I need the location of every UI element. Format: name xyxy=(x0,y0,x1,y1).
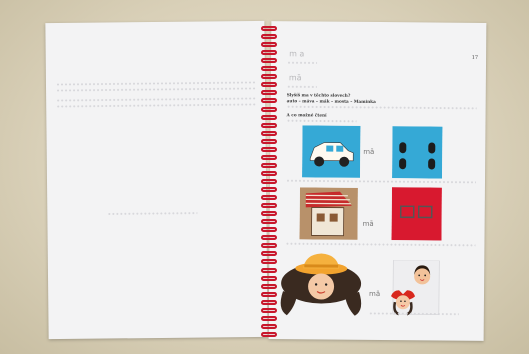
binding-ring xyxy=(261,219,277,224)
car-picture xyxy=(302,125,360,178)
binding-ring xyxy=(261,308,277,313)
heading-syllable: mā xyxy=(288,73,302,83)
binding-ring xyxy=(261,123,277,128)
syllable-label: mā xyxy=(368,289,381,299)
binding-ring xyxy=(261,332,277,337)
binding-ring xyxy=(261,50,277,55)
binding-ring xyxy=(261,115,277,120)
binding-ring xyxy=(261,82,277,87)
braille-line xyxy=(56,97,256,102)
binding-ring xyxy=(261,259,277,264)
binding-ring xyxy=(261,90,277,95)
binding-ring xyxy=(261,98,277,103)
braille-line xyxy=(287,105,477,110)
binding-ring xyxy=(261,187,277,192)
binding-ring xyxy=(261,163,277,168)
binding-ring xyxy=(261,292,277,297)
braille-line xyxy=(287,61,317,64)
binding-ring xyxy=(261,171,277,176)
heading-letters: m a xyxy=(289,49,305,59)
binding-ring xyxy=(261,131,277,136)
question-text: Slyšíš ma v těchto slovech? xyxy=(286,92,351,98)
braille-line xyxy=(287,85,317,88)
braille-line xyxy=(56,87,256,92)
braille-line xyxy=(286,179,476,184)
binding-ring xyxy=(261,66,277,71)
spiral-binding xyxy=(259,22,279,340)
binding-ring xyxy=(261,195,277,200)
binding-ring xyxy=(261,179,277,184)
binding-ring xyxy=(261,243,277,248)
binding-ring xyxy=(261,284,277,289)
binding-ring xyxy=(261,316,277,321)
braille-line xyxy=(287,119,357,123)
windows-picture xyxy=(391,187,441,240)
binding-ring xyxy=(261,211,277,216)
braille-line xyxy=(369,312,459,316)
binding-ring xyxy=(261,58,277,63)
braille-line xyxy=(107,212,197,216)
binding-ring xyxy=(261,26,277,31)
syllable-label: mā xyxy=(363,147,375,156)
binding-ring xyxy=(261,324,277,329)
binding-ring xyxy=(261,139,277,144)
words-text: auto – máva – mák – mosta – Maminka xyxy=(286,98,376,104)
prompt-text: A co možné čtení xyxy=(286,112,327,118)
binding-ring xyxy=(261,235,277,240)
boy-girl-picture xyxy=(387,260,444,318)
braille-line xyxy=(56,81,256,86)
binding-ring xyxy=(261,276,277,281)
braille-line xyxy=(56,103,256,108)
right-page xyxy=(269,21,487,341)
binding-ring xyxy=(261,42,277,47)
binding-ring xyxy=(261,74,277,79)
left-page xyxy=(45,21,267,339)
syllable-label: mā xyxy=(362,219,374,228)
braille-line xyxy=(285,242,475,247)
binding-ring xyxy=(261,203,277,208)
binding-ring xyxy=(261,107,277,112)
house-picture xyxy=(299,187,357,240)
binding-ring xyxy=(261,251,277,256)
wheels-picture xyxy=(392,126,442,178)
binding-ring xyxy=(261,268,277,273)
page-number: 17 xyxy=(471,54,479,61)
binding-ring xyxy=(261,227,277,232)
binding-ring xyxy=(261,34,277,39)
girl-with-hat-picture xyxy=(273,249,370,318)
binding-ring xyxy=(261,155,277,160)
binding-ring xyxy=(261,300,277,305)
binding-ring xyxy=(261,147,277,152)
